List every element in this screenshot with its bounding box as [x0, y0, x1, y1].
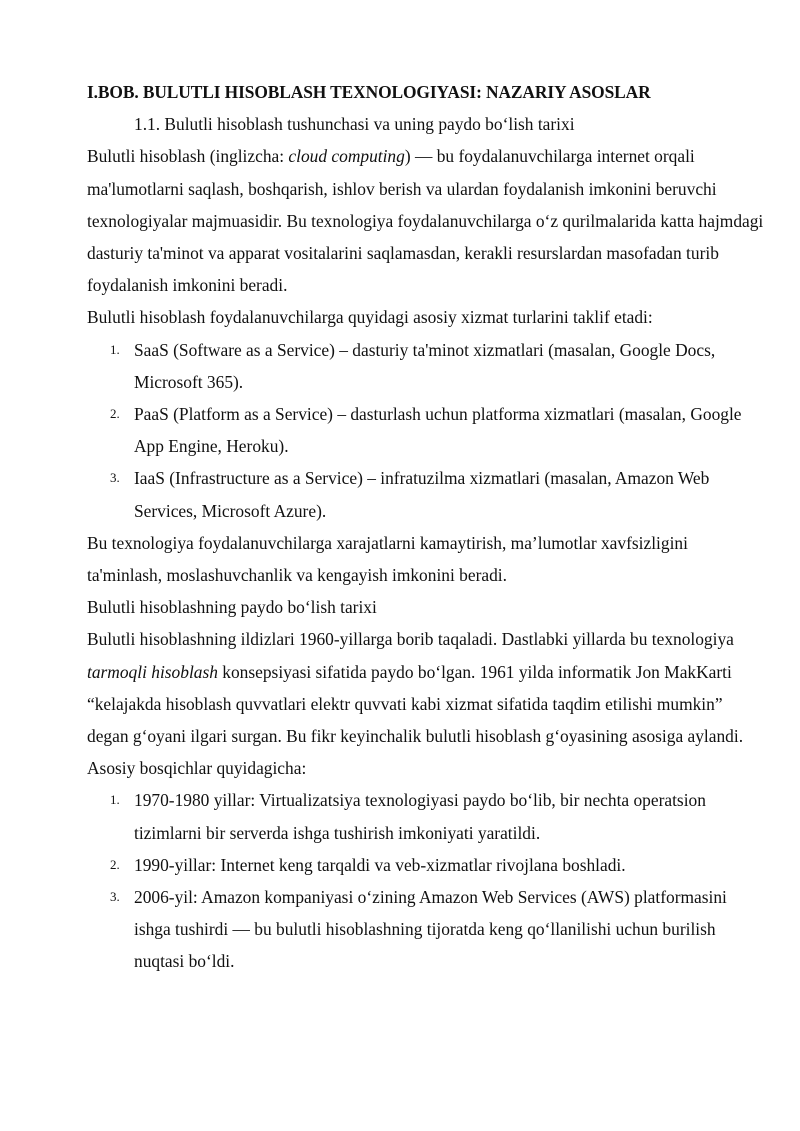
- history-rest: konsepsiyasi sifatida paydo bo‘lgan. 1961 yilda informatik Jon MakKarti “kelajakda hisoblash quvvatlari elektr quvvati kabi xizmat sifatida taqdim etilishi mumkin” degan g‘oyani ilgari surgan. Bu fikr keyinchalik bulutli hisoblash g‘oyasining asosiga aylandi.: [87, 661, 744, 747]
- list-item: [87, 849, 767, 881]
- history-lead: Bulutli hisoblashning ildizlari 1960-yillarga borib taqaladi. Dastlabki yillarda bu texnologiya: [87, 629, 734, 650]
- section-title: 1.1. Bulutli hisoblash tushunchasi va uning paydo bo‘lish tarixi: [134, 114, 575, 135]
- list-item-text: IaaS (Infrastructure as a Service) – infratuzilma xizmatlari (masalan, Amazon Web Services, Microsoft Azure).: [134, 468, 710, 521]
- list-item: [87, 334, 767, 398]
- list-item: [87, 462, 767, 526]
- intro-term: cloud computing: [288, 146, 405, 167]
- list-item-text: SaaS (Software as a Service) – dasturiy ta'minot xizmatlari (masalan, Google Docs, Microsoft 365).: [134, 339, 716, 392]
- history-paragraph: [87, 623, 767, 752]
- intro-lead: Bulutli hisoblash (inglizcha:: [87, 146, 289, 167]
- list-number: 1.: [110, 341, 120, 357]
- document-body: [87, 76, 767, 978]
- list-item-text: PaaS (Platform as a Service) – dasturlash uchun platforma xizmatlari (masalan, Google App Engine, Heroku).: [134, 404, 742, 457]
- intro-rest: ) — bu foydalanuvchilarga internet orqali ma'lumotlarni saqlash, boshqarish, ishlov berish va ulardan foydalanish imkonini beruvchi texnologiyalar majmuasidir. Bu texnologiya foydalanuvchilarga o‘z qurilmalarida katta hajmdagi dasturiy ta'minot va apparat vositalarini saqlamasdan, kerakli resurslardan masofadan turib foydalanish imkonini beradi.: [87, 146, 764, 296]
- services-list: [87, 334, 767, 527]
- list-number: 3.: [110, 889, 120, 905]
- list-number: 2.: [110, 856, 120, 872]
- stages-intro: Asosiy bosqichlar quyidagicha:: [87, 758, 307, 779]
- chapter-title: I.BOB. BULUTLI HISOBLASH TEXNOLOGIYASI: NAZARIY ASOSLAR: [87, 82, 651, 102]
- benefits-paragraph: Bu texnologiya foydalanuvchilarga xarajatlarni kamaytirish, ma’lumotlar xavfsizligini ta'minlash, moslashuvchanlik va kengayish imkonini beradi.: [87, 532, 688, 586]
- list-number: 1.: [110, 792, 120, 808]
- list-item: [87, 881, 767, 978]
- list-number: 2.: [110, 406, 120, 422]
- history-term: tarmoqli hisoblash: [87, 661, 218, 682]
- intro-paragraph: [87, 140, 767, 301]
- services-intro: Bulutli hisoblash foydalanuvchilarga quyidagi asosiy xizmat turlarini taklif etadi:: [87, 307, 653, 328]
- list-item-text: 1970-1980 yillar: Virtualizatsiya texnologiyasi paydo bo‘lib, bir nechta operatsion tizimlarni bir serverda ishga tushirish imkoniyati yaratildi.: [134, 790, 706, 843]
- list-item-text: 1990-yillar: Internet keng tarqaldi va veb-xizmatlar rivojlana boshladi.: [134, 854, 626, 875]
- list-item: [87, 398, 767, 462]
- list-number: 3.: [110, 470, 120, 486]
- stages-list: [87, 784, 767, 977]
- list-item-text: 2006-yil: Amazon kompaniyasi o‘zining Amazon Web Services (AWS) platformasini ishga tushirdi — bu bulutli hisoblashning tijoratda keng qo‘llanilishi uchun burilish nuqtasi bo‘ldi.: [134, 887, 727, 972]
- list-item: [87, 784, 767, 848]
- history-heading: Bulutli hisoblashning paydo bo‘lish tarixi: [87, 597, 377, 618]
